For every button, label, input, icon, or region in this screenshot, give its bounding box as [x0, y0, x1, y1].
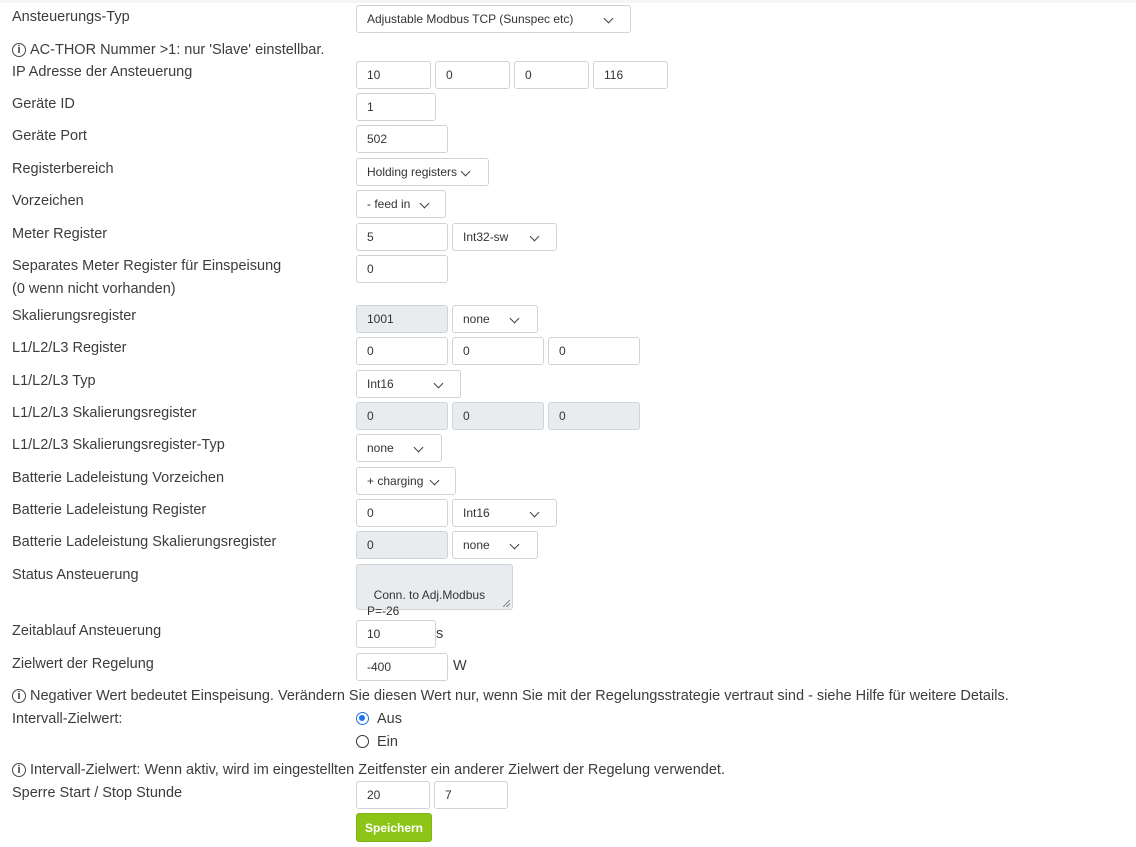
- battery-scaling-input: [356, 531, 448, 559]
- l123-type-label: L1/L2/L3 Typ: [12, 373, 96, 389]
- l2-register-input[interactable]: [452, 337, 544, 365]
- sign-value: - feed in: [367, 197, 411, 211]
- ac-thor-note-text: AC-THOR Nummer >1: nur 'Slave' einstellbar.: [30, 42, 325, 58]
- info-icon: i: [12, 43, 26, 57]
- chevron-down-icon: [414, 443, 424, 453]
- device-port-input[interactable]: [356, 125, 448, 153]
- chevron-down-icon: [604, 14, 614, 24]
- control-type-select[interactable]: [356, 5, 631, 33]
- block-stop-input[interactable]: [434, 781, 508, 809]
- timeout-unit: s: [436, 626, 444, 642]
- chevron-down-icon: [434, 379, 444, 389]
- interval-note: [12, 760, 725, 780]
- info-icon: i: [12, 689, 26, 703]
- ip-octet-2[interactable]: [435, 61, 510, 89]
- chevron-down-icon: [420, 199, 430, 209]
- scaling-register-type-value: none: [463, 312, 490, 326]
- chevron-down-icon: [530, 232, 540, 242]
- chevron-down-icon: [530, 508, 540, 518]
- status-text: Conn. to Adj.Modbus P=-26: [367, 588, 486, 618]
- top-divider: [0, 0, 1136, 3]
- battery-scaling-type-select[interactable]: [452, 531, 538, 559]
- interval-note-text: Intervall-Zielwert: Wenn aktiv, wird im eingestellten Zeitfenster ein anderer Zielwert der Regelung verwendet.: [30, 762, 725, 778]
- target-input[interactable]: [356, 653, 448, 681]
- separate-meter-input[interactable]: [356, 255, 448, 283]
- battery-sign-select[interactable]: [356, 467, 456, 495]
- ac-thor-note: [12, 40, 324, 60]
- chevron-down-icon: [461, 167, 471, 177]
- battery-sign-label: Batterie Ladeleistung Vorzeichen: [12, 470, 225, 486]
- target-unit: W: [453, 658, 467, 674]
- device-port-label: Geräte Port: [12, 128, 87, 144]
- chevron-down-icon: [430, 476, 440, 486]
- chevron-down-icon: [510, 314, 520, 324]
- l3-scaling-input: [548, 402, 640, 430]
- l1-scaling-input: [356, 402, 448, 430]
- battery-register-type-value: Int16: [463, 506, 490, 520]
- interval-option-off-label: Aus: [377, 711, 402, 727]
- l123-type-value: Int16: [367, 377, 394, 391]
- control-type-value: Adjustable Modbus TCP (Sunspec etc): [367, 12, 574, 26]
- timeout-label: Zeitablauf Ansteuerung: [12, 623, 162, 639]
- battery-register-label: Batterie Ladeleistung Register: [12, 502, 207, 518]
- interval-radio-off[interactable]: [356, 712, 369, 725]
- interval-radio-on[interactable]: [356, 735, 369, 748]
- separate-meter-hint: (0 wenn nicht vorhanden): [12, 281, 176, 297]
- negative-note: [12, 686, 1009, 706]
- l123-type-select[interactable]: [356, 370, 461, 398]
- scaling-register-label: Skalierungsregister: [12, 308, 137, 324]
- meter-register-type-select[interactable]: [452, 223, 557, 251]
- register-area-label: Registerbereich: [12, 161, 114, 177]
- l2-scaling-input: [452, 402, 544, 430]
- ip-octet-1[interactable]: [356, 61, 431, 89]
- l123-scaling-label: L1/L2/L3 Skalierungsregister: [12, 405, 197, 421]
- l123-scaling-type-select[interactable]: [356, 434, 442, 462]
- scaling-register-type-select[interactable]: [452, 305, 538, 333]
- l1-register-input[interactable]: [356, 337, 448, 365]
- battery-scaling-type-value: none: [463, 538, 490, 552]
- battery-register-type-select[interactable]: [452, 499, 557, 527]
- info-icon: i: [12, 763, 26, 777]
- l3-register-input[interactable]: [548, 337, 640, 365]
- meter-register-type-value: Int32-sw: [463, 230, 509, 244]
- block-start-input[interactable]: [356, 781, 430, 809]
- separate-meter-label: Separates Meter Register für Einspeisung: [12, 258, 282, 274]
- battery-scaling-label: Batterie Ladeleistung Skalierungsregister: [12, 534, 277, 550]
- l123-register-label: L1/L2/L3 Register: [12, 340, 127, 356]
- ip-octet-4[interactable]: [593, 61, 668, 89]
- block-hours-label: Sperre Start / Stop Stunde: [12, 785, 183, 801]
- timeout-input[interactable]: [356, 620, 436, 648]
- chevron-down-icon: [510, 540, 520, 550]
- sign-select[interactable]: [356, 190, 446, 218]
- device-id-input[interactable]: [356, 93, 436, 121]
- status-textarea: [356, 564, 513, 618]
- ip-octet-3[interactable]: [514, 61, 589, 89]
- negative-note-text: Negativer Wert bedeutet Einspeisung. Verändern Sie diesen Wert nur, wenn Sie mit der Regelungsstrategie vertraut sind - siehe Hilfe für weitere Details.: [30, 688, 1009, 704]
- l123-scaling-type-label: L1/L2/L3 Skalierungsregister-Typ: [12, 437, 225, 453]
- interval-label: Intervall-Zielwert:: [12, 711, 123, 727]
- battery-sign-value: + charging: [367, 474, 424, 488]
- resize-grip-icon[interactable]: [503, 600, 510, 607]
- device-id-label: Geräte ID: [12, 96, 75, 112]
- status-label: Status Ansteuerung: [12, 567, 139, 583]
- sign-label: Vorzeichen: [12, 193, 84, 209]
- save-button[interactable]: Speichern: [356, 813, 432, 842]
- target-label: Zielwert der Regelung: [12, 656, 154, 672]
- control-type-label: Ansteuerungs-Typ: [12, 9, 130, 25]
- meter-register-label: Meter Register: [12, 226, 108, 242]
- scaling-register-input: [356, 305, 448, 333]
- register-area-select[interactable]: [356, 158, 489, 186]
- interval-option-on-label: Ein: [377, 734, 398, 750]
- register-area-value: Holding registers: [367, 165, 458, 179]
- ip-label: IP Adresse der Ansteuerung: [12, 64, 193, 80]
- l123-scaling-type-value: none: [367, 441, 394, 455]
- meter-register-input[interactable]: [356, 223, 448, 251]
- battery-register-input[interactable]: [356, 499, 448, 527]
